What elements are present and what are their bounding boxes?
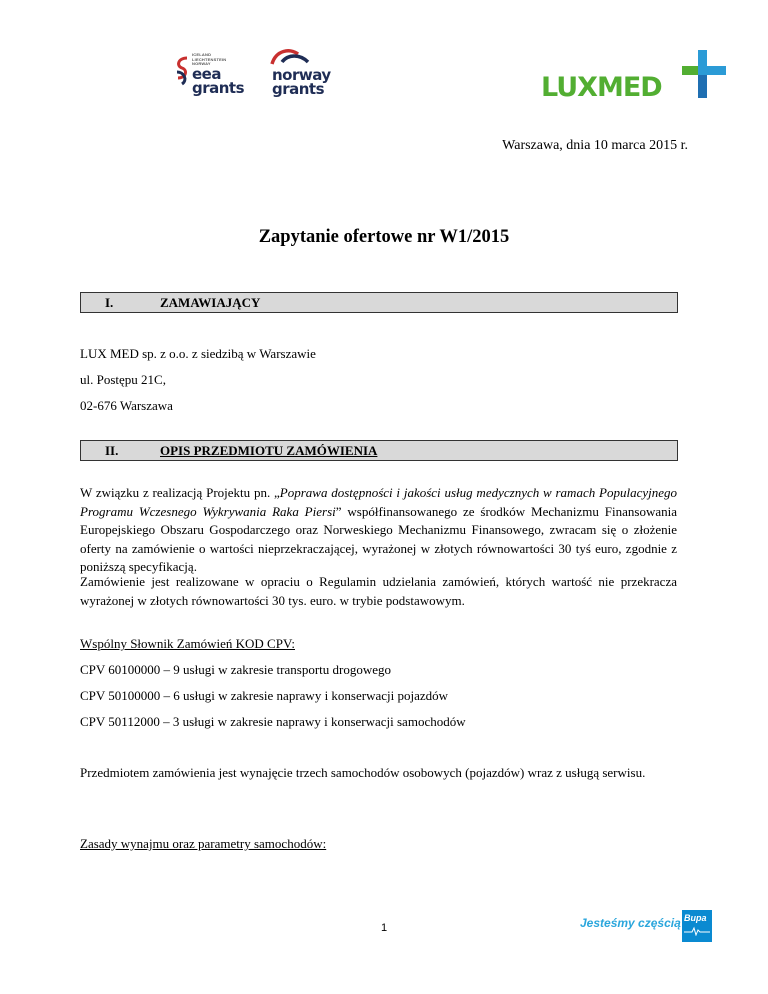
eea-logo-grants-word: grants [192,79,245,97]
norway-logo-word: norway [272,66,331,84]
cpv-item: CPV 60100000 – 9 usługi w zakresie transportu drogowego [80,662,392,677]
section-title: OPIS PRZEDMIOTU ZAMÓWIENIA [160,443,378,458]
eea-grants-mark-icon [174,54,190,88]
section-header-zamawiajacy [80,292,678,313]
luxmed-logo-word: LUXMED [541,72,662,103]
norway-logo-grants-word: grants [272,80,325,98]
address-city: 02-676 Warszawa [80,398,173,413]
paragraph-project-intro [80,484,677,577]
bupa-logo-text: Bupa [684,913,707,923]
paragraph-subject: Przedmiotem zamówienia jest wynajęcie trzech samochodów osobowych (pojazdów) wraz z usługą serwisu. [80,765,646,780]
date-line: Warszawa, dnia 10 marca 2015 r. [502,138,688,153]
project-name: Poprawa dostępności i jakości usług medycznych w ramach Populacyjnego Programu Wczesnego Wykrywania Raka Piersi [80,485,677,519]
norway-grants-logo [262,48,342,104]
footer-brand [580,908,730,944]
luxmed-logo [538,48,728,108]
section-number: II. [105,443,119,458]
paragraph-text: ” współfinansowanego ze środków Mechanizmu Finansowania Europejskiego Obszaru Gospodarczego oraz Norweskiego Mechanizmu Finansowego, zwracam się o złożenie oferty na zamówienie o wartości nieprzekraczającej, wyrażonej w złotych równowartości 30 tyś euro, zgodnie z poniższą specyfikacją. [80,503,677,574]
address-company: LUX MED sp. z o.o. z siedzibą w Warszawie [80,346,316,361]
rules-heading: Zasady wynajmu oraz parametry samochodów: [80,836,327,851]
cpv-item: CPV 50112000 – 3 usługi w zakresie naprawy i konserwacji samochodów [80,714,466,729]
footer-slogan: Jesteśmy częścią [580,916,681,930]
address-street: ul. Postępu 21C, [80,372,166,387]
eea-grants-logo [172,50,245,102]
eea-countries-text: ICELAND LIECHTENSTEIN NORWAY [192,52,227,66]
cpv-item: CPV 50100000 – 6 usługi w zakresie naprawy i konserwacji pojazdów [80,688,449,703]
section-title: ZAMAWIAJĄCY [160,295,261,310]
eea-logo-word: eea [192,65,221,83]
paragraph-text: W związku z realizacją Projektu pn. „ [80,485,280,500]
norway-grants-mark-icon [268,48,312,68]
page-number: 1 [380,922,388,934]
section-header-opis-przedmiotu [80,440,678,461]
paragraph-regulations: Zamówienie jest realizowane w opraciu o Regulamin udzielania zamówień, których wartość nie przekracza wyrażonej w złotych równowartości 30 tys. euro. w trybie podstawowym. [80,574,677,608]
section-number: I. [105,295,114,310]
cpv-heading: Wspólny Słownik Zamówień KOD CPV: [80,636,295,651]
bupa-logo [682,910,712,942]
bupa-heartbeat-icon [684,926,710,936]
luxmed-cross-icon [680,48,728,100]
document-title: Zapytanie ofertowe nr W1/2015 [258,227,510,247]
